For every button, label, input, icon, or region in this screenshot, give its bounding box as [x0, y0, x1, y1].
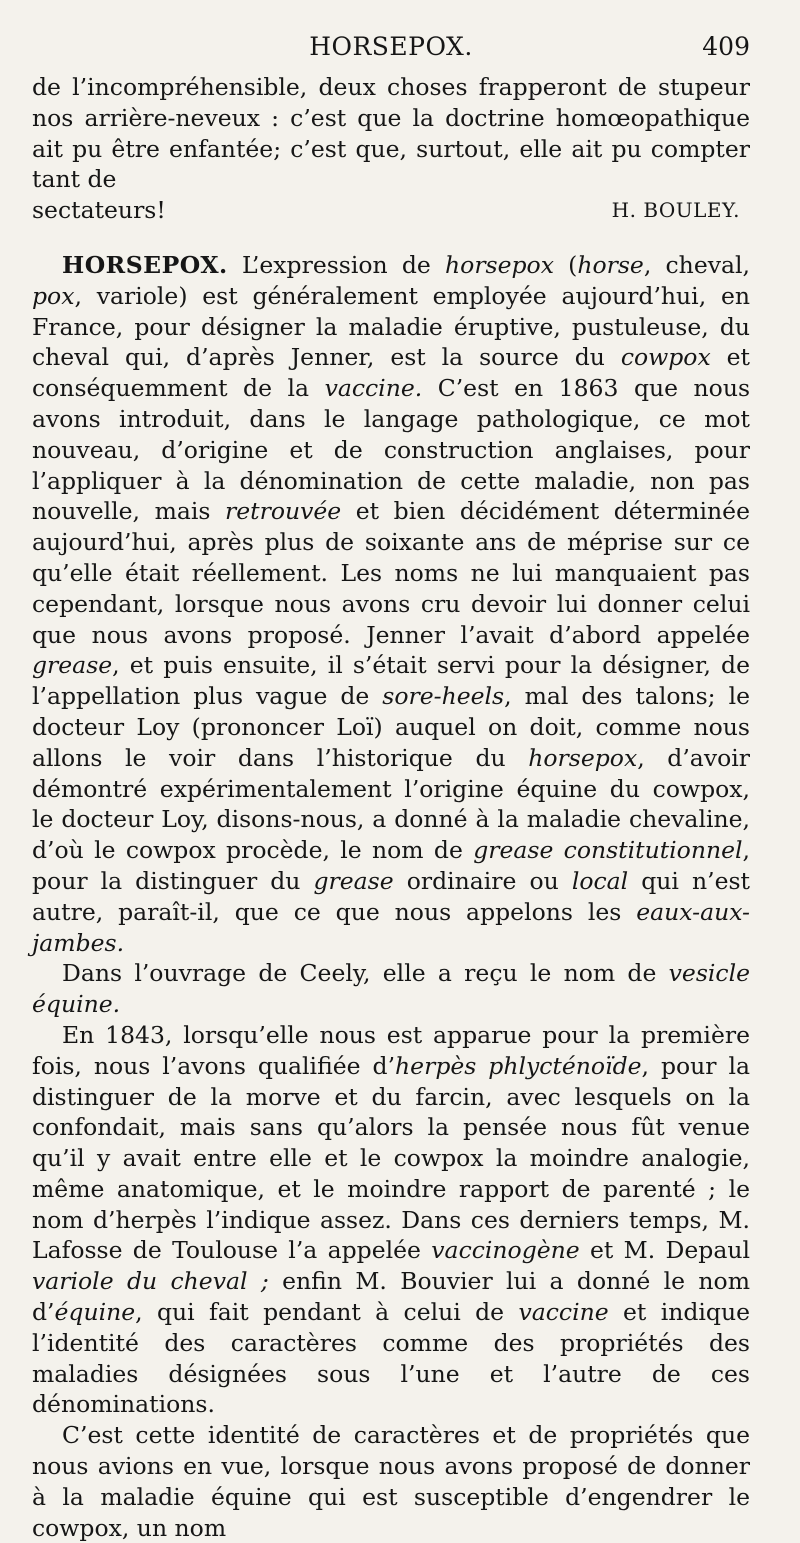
- text-run: , pour la distinguer du: [32, 836, 750, 895]
- text-run: enfin M. Bouvier lui a donné le nom d’: [32, 1267, 750, 1327]
- text-run: et M. Depaul: [579, 1236, 750, 1265]
- italic-term: retrouvée: [225, 497, 342, 526]
- text-run: ordinaire ou: [393, 866, 572, 895]
- text-run: et indique l’identité des caractères comme des propriétés des maladies désignées sous l’une et l’autre de ces dénominations.: [32, 1298, 750, 1419]
- text-run: , d’avoir démontré expérimentalement l’origine équine du cowpox, le docteur Loy, disons-nous, a donné à la maladie chevaline, d’où le cowpox procède, le nom de: [32, 743, 750, 865]
- text-run: , qui fait pendant à celui de: [135, 1298, 519, 1327]
- text-run: , variole) est généralement employée aujourd’hui, en France, pour désigner la maladie éruptive, pustuleuse, du cheval qui, d’après Jenner, est la source du: [32, 281, 750, 372]
- text-run: C’est en 1863 que nous avons introduit, dans le langage pathologique, ce mot nouveau, d’origine et de construction anglaises, pour l’appliquer à la dénomination de cette maladie, non pas nouvelle, mais: [32, 374, 751, 526]
- text-run: En 1843, lorsqu’elle nous est apparue pour la première fois, nous l’avons qualifiée d’: [32, 1020, 750, 1080]
- text-run: , et puis ensuite, il s’était servi pour la désigner, de l’appellation plus vague de: [32, 651, 750, 711]
- entry-paragraph-1: [32, 250, 750, 958]
- italic-term: grease: [313, 866, 394, 895]
- author-signature: H. BOULEY.: [611, 198, 740, 223]
- italic-term: horse: [577, 250, 644, 279]
- entry-paragraph-4: C’est cette identité de caractères et de propriétés que nous avions en vue, lorsque nous avons proposé de donner à la maladie équine qui est susceptible d’engendrer le cowpox, un nom: [32, 1421, 750, 1542]
- entry-paragraph-2: [32, 958, 750, 1020]
- page-number: 409: [702, 32, 750, 61]
- italic-term: vaccine: [518, 1298, 609, 1327]
- page-header: [32, 24, 750, 72]
- italic-term: grease: [32, 651, 113, 680]
- italic-term: sore-heels: [382, 682, 505, 711]
- text-run: qui n’est autre, paraît-il, que ce que nous appelons les: [32, 866, 750, 926]
- intro-last-line: sectateurs!: [32, 196, 166, 225]
- italic-term: horsepox: [445, 250, 554, 279]
- text-run: , mal des talons; le docteur Loy (prononcer Loï) auquel on doit, comme nous allons le voir dans l’historique du: [32, 682, 751, 772]
- italic-term: variole du cheval ;: [32, 1267, 269, 1296]
- entry-paragraph-3: [32, 1020, 750, 1420]
- italic-term: vaccine.: [324, 374, 423, 403]
- italic-term: herpès phlycténoïde: [395, 1051, 642, 1080]
- italic-term: eaux-aux-jambes.: [32, 897, 750, 957]
- italic-term: vesicle équine.: [32, 959, 750, 1019]
- text-run: (: [553, 250, 578, 279]
- italic-term: horsepox: [528, 743, 638, 772]
- italic-term: cowpox: [620, 343, 711, 372]
- italic-term: pox: [32, 281, 75, 310]
- text-run: Dans l’ouvrage de Ceely, elle a reçu le nom de: [62, 959, 669, 988]
- italic-term: équine: [54, 1298, 136, 1327]
- text-run: et conséquemment de la: [32, 343, 750, 403]
- intro-closing-line: [32, 195, 750, 226]
- text-run: et bien décidément déterminée aujourd’hui, après plus de soixante ans de méprise sur ce qu’elle était réellement. Les noms ne lui manquaient pas cependant, lorsque nous avons cru devoir lui donner celui que nous avons proposé. Jenner l’avait d’abord appelée: [32, 497, 751, 649]
- text-run: , pour la distinguer de la morve et du farcin, avec lesquels on la confondait, mais sans qu’alors la pensée nous fût venue qu’il y avait entre elle et le cowpox la moindre analogie, même anatomique, et le moindre rapport de parenté ; le nom d’herpès l’indique assez. Dans ces derniers temps, M. Lafosse de Toulouse l’a appelée: [32, 1051, 751, 1265]
- entry-heading: HORSEPOX.: [62, 250, 228, 279]
- text-run: L’expression de: [227, 250, 446, 279]
- italic-term: grease constitutionnel: [473, 836, 743, 865]
- italic-term: local: [571, 866, 629, 895]
- text-run: , cheval,: [643, 250, 751, 279]
- intro-paragraph: de l’incompréhensible, deux choses frapperont de stupeur nos arrière-neveux : c’est que la doctrine homœopathique ait pu être enfantée; c’est que, surtout, elle ait pu compter tant de: [32, 73, 750, 194]
- italic-term: vaccinogène: [431, 1236, 580, 1265]
- running-title: HORSEPOX.: [309, 32, 473, 61]
